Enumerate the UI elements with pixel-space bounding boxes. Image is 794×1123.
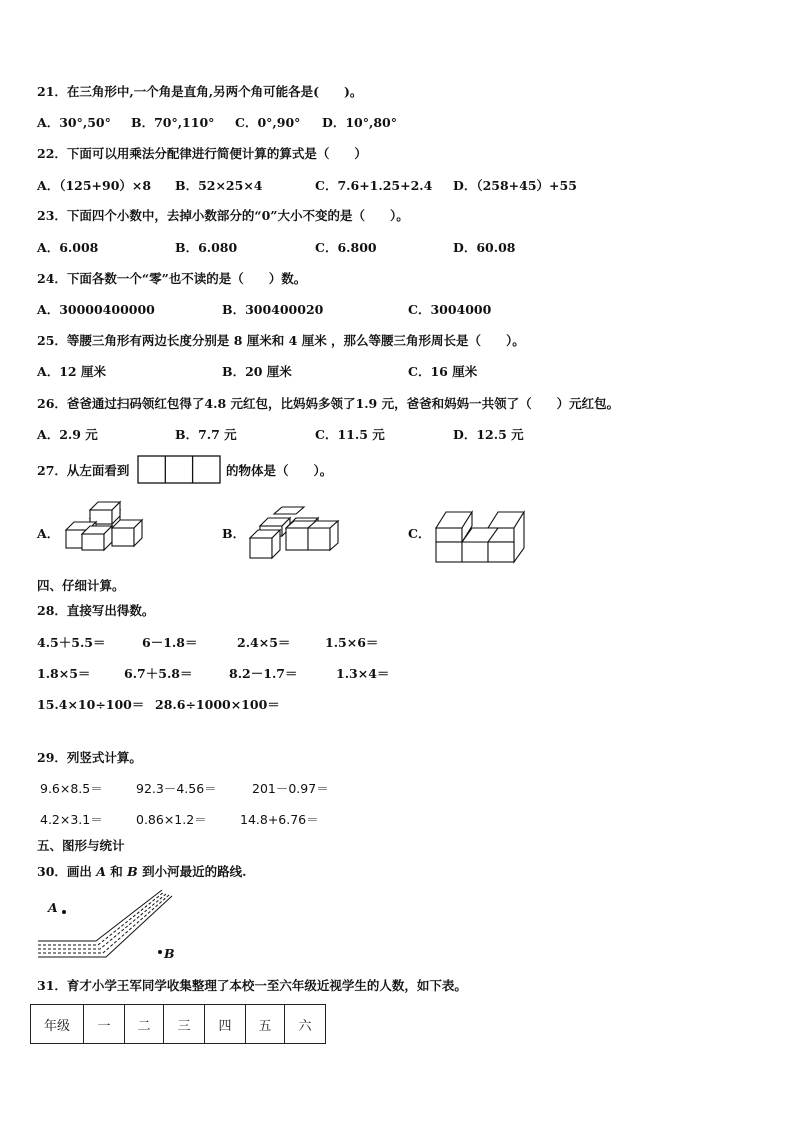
cube-figure-a[interactable]: [60, 500, 150, 552]
q26-option-d[interactable]: D．12.5 元: [453, 427, 524, 442]
q30-point-a-ref: A: [96, 864, 106, 879]
q28-item: 1.5×6＝: [325, 635, 379, 650]
river-figure[interactable]: [36, 888, 178, 968]
q28-item: 1.8×5＝: [37, 666, 91, 681]
q23-option-a[interactable]: A．6.008: [37, 240, 99, 255]
q22-option-b[interactable]: B．52×25×4: [175, 178, 263, 193]
table-cell: 六: [285, 1005, 326, 1044]
q26-option-b[interactable]: B．7.7 元: [175, 427, 237, 442]
section-4-heading: 四、仔细计算。: [37, 578, 125, 593]
q30-point-b-ref: B: [127, 864, 138, 879]
section-5-heading: 五、图形与统计: [37, 838, 125, 853]
table-cell: 年级: [31, 1005, 84, 1044]
q29-item: 201－0.97＝: [252, 781, 329, 796]
table-cell: 一: [84, 1005, 125, 1044]
q28-item: 6.7＋5.8＝: [124, 666, 193, 681]
q23-option-b[interactable]: B．6.080: [175, 240, 238, 255]
question-28-stem: 28．直接写出得数。: [37, 603, 155, 618]
q24-option-a[interactable]: A．30000400000: [37, 302, 155, 317]
q28-item: 2.4×5＝: [237, 635, 291, 650]
question-27-stem-start: 27．从左面看到: [37, 463, 130, 478]
q29-item: 4.2×3.1＝: [40, 812, 103, 827]
q28-item: 1.3×4＝: [336, 666, 390, 681]
question-26-stem: 26．爸爸通过扫码领红包得了4.8 元红包，比妈妈多领了1.9 元，爸爸和妈妈一共领了（ ）元红包。: [37, 396, 620, 411]
q27-option-b[interactable]: B．: [222, 526, 246, 541]
question-22-stem: 22．下面可以用乘法分配律进行简便计算的算式是（ ）: [37, 146, 367, 161]
q22-option-c[interactable]: C．7.6+1.25+2.4: [315, 178, 433, 193]
q29-item: 14.8+6.76＝: [240, 812, 319, 827]
q26-option-a[interactable]: A．2.9 元: [37, 427, 98, 442]
q22-option-a[interactable]: A．（125+90）×8: [37, 178, 152, 193]
q30-stem-mid: 和: [105, 864, 128, 879]
q24-option-b[interactable]: B．300400020: [222, 302, 324, 317]
table-row: [31, 1005, 326, 1044]
point-b-label: B: [164, 946, 175, 961]
q28-item: 6－1.8＝: [142, 635, 198, 650]
q28-item: 28.6÷1000×100＝: [155, 697, 280, 712]
q27-option-c[interactable]: C．: [408, 526, 431, 541]
q28-item: 15.4×10÷100＝: [37, 697, 145, 712]
table-cell: 四: [205, 1005, 246, 1044]
table-cell: 五: [246, 1005, 285, 1044]
q25-option-c[interactable]: C．16 厘米: [408, 364, 478, 379]
q26-option-c[interactable]: C．11.5 元: [315, 427, 385, 442]
q21-option-c[interactable]: C．0°,90°: [235, 115, 301, 130]
q29-item: 92.3－4.56＝: [136, 781, 217, 796]
question-29-stem: 29．列竖式计算。: [37, 750, 142, 765]
q22-option-d[interactable]: D．（258+45）+55: [453, 178, 577, 193]
q29-item: 0.86×1.2＝: [136, 812, 207, 827]
question-30-stem: [37, 864, 246, 880]
q27-option-a[interactable]: A．: [37, 526, 60, 541]
q30-stem-start: 30．画出: [37, 864, 97, 879]
q28-item: 4.5＋5.5＝: [37, 635, 106, 650]
table-cell: 二: [125, 1005, 164, 1044]
q30-stem-end: 到小河最近的路线.: [137, 864, 247, 879]
q25-option-a[interactable]: A．12 厘米: [37, 364, 106, 379]
point-a-label: A: [48, 900, 58, 915]
q21-option-d[interactable]: D．10°,80°: [322, 115, 397, 130]
q24-option-c[interactable]: C．3004000: [408, 302, 492, 317]
question-24-stem: 24．下面各数一个“零”也不读的是（ ）数。: [37, 271, 307, 286]
grade-table: [30, 1004, 326, 1044]
q29-item: 9.6×8.5＝: [40, 781, 103, 796]
q23-option-c[interactable]: C．6.800: [315, 240, 377, 255]
q21-option-b[interactable]: B．70°,110°: [131, 115, 215, 130]
question-21-stem: 21．在三角形中,一个角是直角,另两个角可能各是( )。: [37, 84, 363, 99]
cube-figure-c[interactable]: [432, 508, 528, 566]
table-cell: 三: [164, 1005, 205, 1044]
cube-figure-b[interactable]: [248, 506, 350, 560]
q25-option-b[interactable]: B．20 厘米: [222, 364, 292, 379]
question-27-stem-end: 的物体是（ ）。: [226, 463, 333, 478]
left-view-figure: [137, 455, 223, 485]
q23-option-d[interactable]: D．60.08: [453, 240, 516, 255]
q21-option-a[interactable]: A．30°,50°: [37, 115, 111, 130]
question-31-stem: 31．育才小学王军同学收集整理了本校一至六年级近视学生的人数，如下表。: [37, 978, 467, 993]
question-25-stem: 25．等腰三角形有两边长度分别是 8 厘米和 4 厘米 ，那么等腰三角形周长是（ ）。: [37, 333, 525, 348]
question-23-stem: 23．下面四个小数中，去掉小数部分的“0”大小不变的是（ ）。: [37, 208, 409, 223]
q28-item: 8.2－1.7＝: [229, 666, 298, 681]
